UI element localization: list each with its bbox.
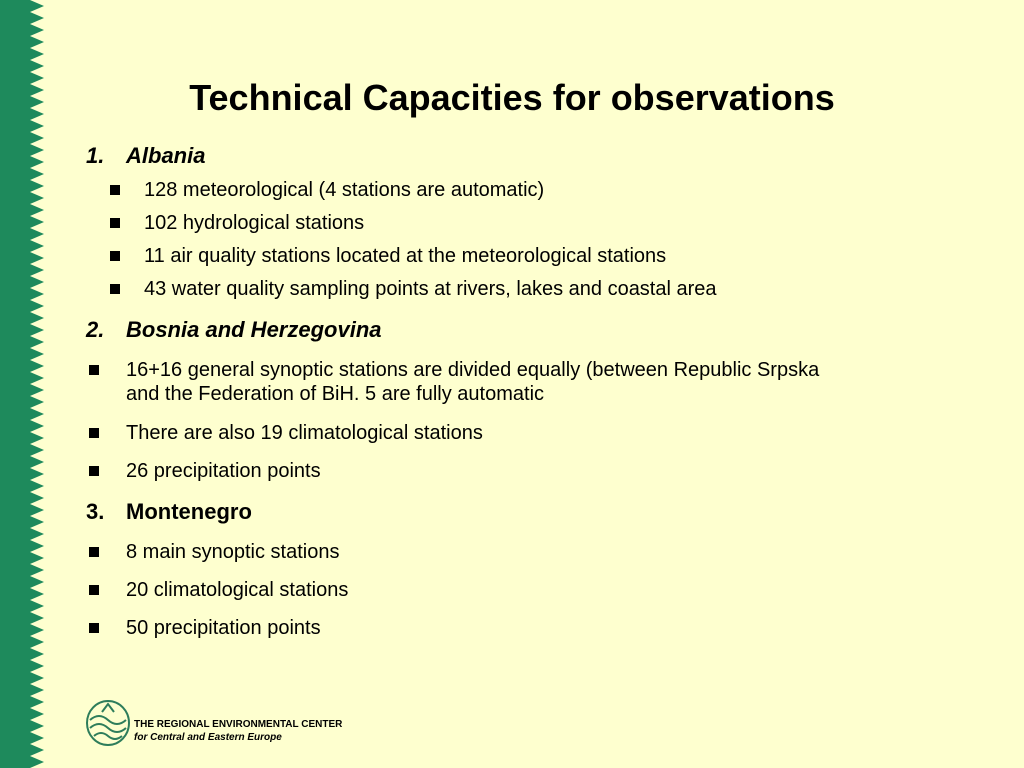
logo-text-line1: THE REGIONAL ENVIRONMENTAL CENTER [134,719,343,730]
bullet-square-icon [89,365,99,375]
section-heading-albania [86,143,205,169]
list-item: 11 air quality stations located at the meteorological stations [144,244,666,268]
list-item: 16+16 general synoptic stations are divided equally (between Republic Srpska [126,358,819,382]
list-item: 26 precipitation points [126,459,321,483]
section-number: 1. [86,143,105,168]
section-number: 3. [86,499,105,524]
section-name: Albania [126,143,206,168]
rec-logo-icon [84,698,132,748]
section-heading-montenegro [86,499,252,525]
list-item: 8 main synoptic stations [126,540,339,564]
list-item: 102 hydrological stations [144,211,364,235]
logo-text-line2: for Central and Eastern Europe [134,732,282,743]
list-item: There are also 19 climatological stations [126,421,483,445]
section-name: Montenegro [126,499,252,524]
list-item: 50 precipitation points [126,616,321,640]
bullet-square-icon [89,466,99,476]
section-number: 2. [86,317,105,342]
bullet-square-icon [89,623,99,633]
list-item: 128 meteorological (4 stations are automatic) [144,178,544,202]
bullet-square-icon [110,185,120,195]
bullet-square-icon [89,547,99,557]
bullet-square-icon [110,251,120,261]
page-title: Technical Capacities for observations [189,77,835,118]
list-item: 20 climatological stations [126,578,348,602]
bullet-square-icon [89,428,99,438]
bullet-square-icon [89,585,99,595]
section-name: Bosnia and Herzegovina [126,317,382,342]
bullet-square-icon [110,284,120,294]
list-item: 43 water quality sampling points at rivers, lakes and coastal area [144,277,717,301]
section-heading-bosnia [86,317,382,343]
list-item-continuation: and the Federation of BiH. 5 are fully automatic [126,383,545,405]
bullet-square-icon [110,218,120,228]
